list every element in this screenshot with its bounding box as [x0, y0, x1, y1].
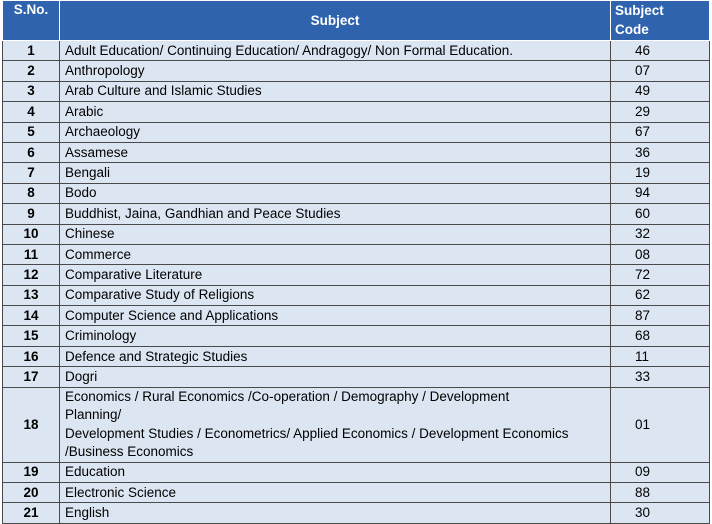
header-sno: S.No.: [3, 1, 60, 41]
row-code: 11: [611, 346, 710, 366]
row-code: 01: [611, 387, 710, 462]
table-header-row: [3, 1, 710, 41]
row-sno: 3: [3, 81, 60, 101]
row-subject: Bengali: [60, 163, 611, 183]
table-row: [3, 285, 710, 305]
table-row: [3, 244, 710, 264]
table-row: [3, 204, 710, 224]
row-sno: 9: [3, 204, 60, 224]
row-code: 67: [611, 122, 710, 142]
table-row: [3, 122, 710, 142]
row-subject: Commerce: [60, 244, 611, 264]
row-subject: Education: [60, 462, 611, 482]
row-sno: 15: [3, 326, 60, 346]
row-subject: Arabic: [60, 102, 611, 122]
table-row: [3, 367, 710, 387]
row-subject: Anthropology: [60, 61, 611, 81]
row-code: 07: [611, 61, 710, 81]
row-subject: English: [60, 503, 611, 523]
header-code-line1: Subject: [615, 3, 664, 18]
row-sno: 7: [3, 163, 60, 183]
row-code: 09: [611, 462, 710, 482]
row-code: 29: [611, 102, 710, 122]
row-subject: Adult Education/ Continuing Education/ Andragogy/ Non Formal Education.: [60, 41, 611, 61]
table-row: [3, 224, 710, 244]
row-subject: Assamese: [60, 142, 611, 162]
row-sno: 11: [3, 244, 60, 264]
header-subject-code: [611, 1, 710, 41]
row-code: 19: [611, 163, 710, 183]
table-row: [3, 483, 710, 503]
row-subject: [60, 387, 611, 462]
table-row: [3, 163, 710, 183]
row-code: 60: [611, 204, 710, 224]
row-sno: 2: [3, 61, 60, 81]
table-row: [3, 346, 710, 366]
row-sno: 4: [3, 102, 60, 122]
table-row: [3, 387, 710, 462]
row-subject: Chinese: [60, 224, 611, 244]
row-sno: 1: [3, 41, 60, 61]
row-subject: Archaeology: [60, 122, 611, 142]
row-code: 33: [611, 367, 710, 387]
row-code: 46: [611, 41, 710, 61]
row-subject: Computer Science and Applications: [60, 306, 611, 326]
row-sno: 10: [3, 224, 60, 244]
row-sno: 19: [3, 462, 60, 482]
row-subject: Buddhist, Jaina, Gandhian and Peace Studies: [60, 204, 611, 224]
table-row: [3, 41, 710, 61]
row-code: 62: [611, 285, 710, 305]
row-sno: 5: [3, 122, 60, 142]
row-code: 68: [611, 326, 710, 346]
row-code: 08: [611, 244, 710, 264]
subject-code-table: [2, 0, 710, 524]
header-code-line2: Code: [615, 22, 649, 37]
row-sno: 14: [3, 306, 60, 326]
table-row: [3, 142, 710, 162]
table-row: [3, 102, 710, 122]
table-row: [3, 265, 710, 285]
row-code: 36: [611, 142, 710, 162]
row-code: 88: [611, 483, 710, 503]
row-sno: 12: [3, 265, 60, 285]
row-sno: 8: [3, 183, 60, 203]
row-subject: Dogri: [60, 367, 611, 387]
row-subject: Comparative Study of Religions: [60, 285, 611, 305]
row-code: 94: [611, 183, 710, 203]
row-subject-line: Development Studies / Econometrics/ Applied Economics / Development Economics: [65, 425, 569, 441]
row-sno: 13: [3, 285, 60, 305]
row-sno: 20: [3, 483, 60, 503]
row-subject: Bodo: [60, 183, 611, 203]
row-subject: Defence and Strategic Studies: [60, 346, 611, 366]
table-row: [3, 183, 710, 203]
table-row: [3, 81, 710, 101]
row-subject: Electronic Science: [60, 483, 611, 503]
row-code: 30: [611, 503, 710, 523]
header-subject: Subject: [60, 1, 611, 41]
row-sno: 17: [3, 367, 60, 387]
row-subject: Arab Culture and Islamic Studies: [60, 81, 611, 101]
row-code: 87: [611, 306, 710, 326]
row-subject-line: Economics / Rural Economics /Co-operation / Demography / Development: [65, 388, 510, 404]
row-sno: 21: [3, 503, 60, 523]
table-row: [3, 462, 710, 482]
row-subject: Comparative Literature: [60, 265, 611, 285]
row-subject-line: /Business Economics: [65, 444, 194, 460]
table-row: [3, 306, 710, 326]
row-sno: 6: [3, 142, 60, 162]
row-code: 72: [611, 265, 710, 285]
table-row: [3, 326, 710, 346]
row-code: 49: [611, 81, 710, 101]
row-subject-line: Planning/: [65, 407, 122, 423]
row-sno: 18: [3, 387, 60, 462]
row-sno: 16: [3, 346, 60, 366]
row-code: 32: [611, 224, 710, 244]
row-subject: Criminology: [60, 326, 611, 346]
table-row: [3, 61, 710, 81]
table-row: [3, 503, 710, 523]
